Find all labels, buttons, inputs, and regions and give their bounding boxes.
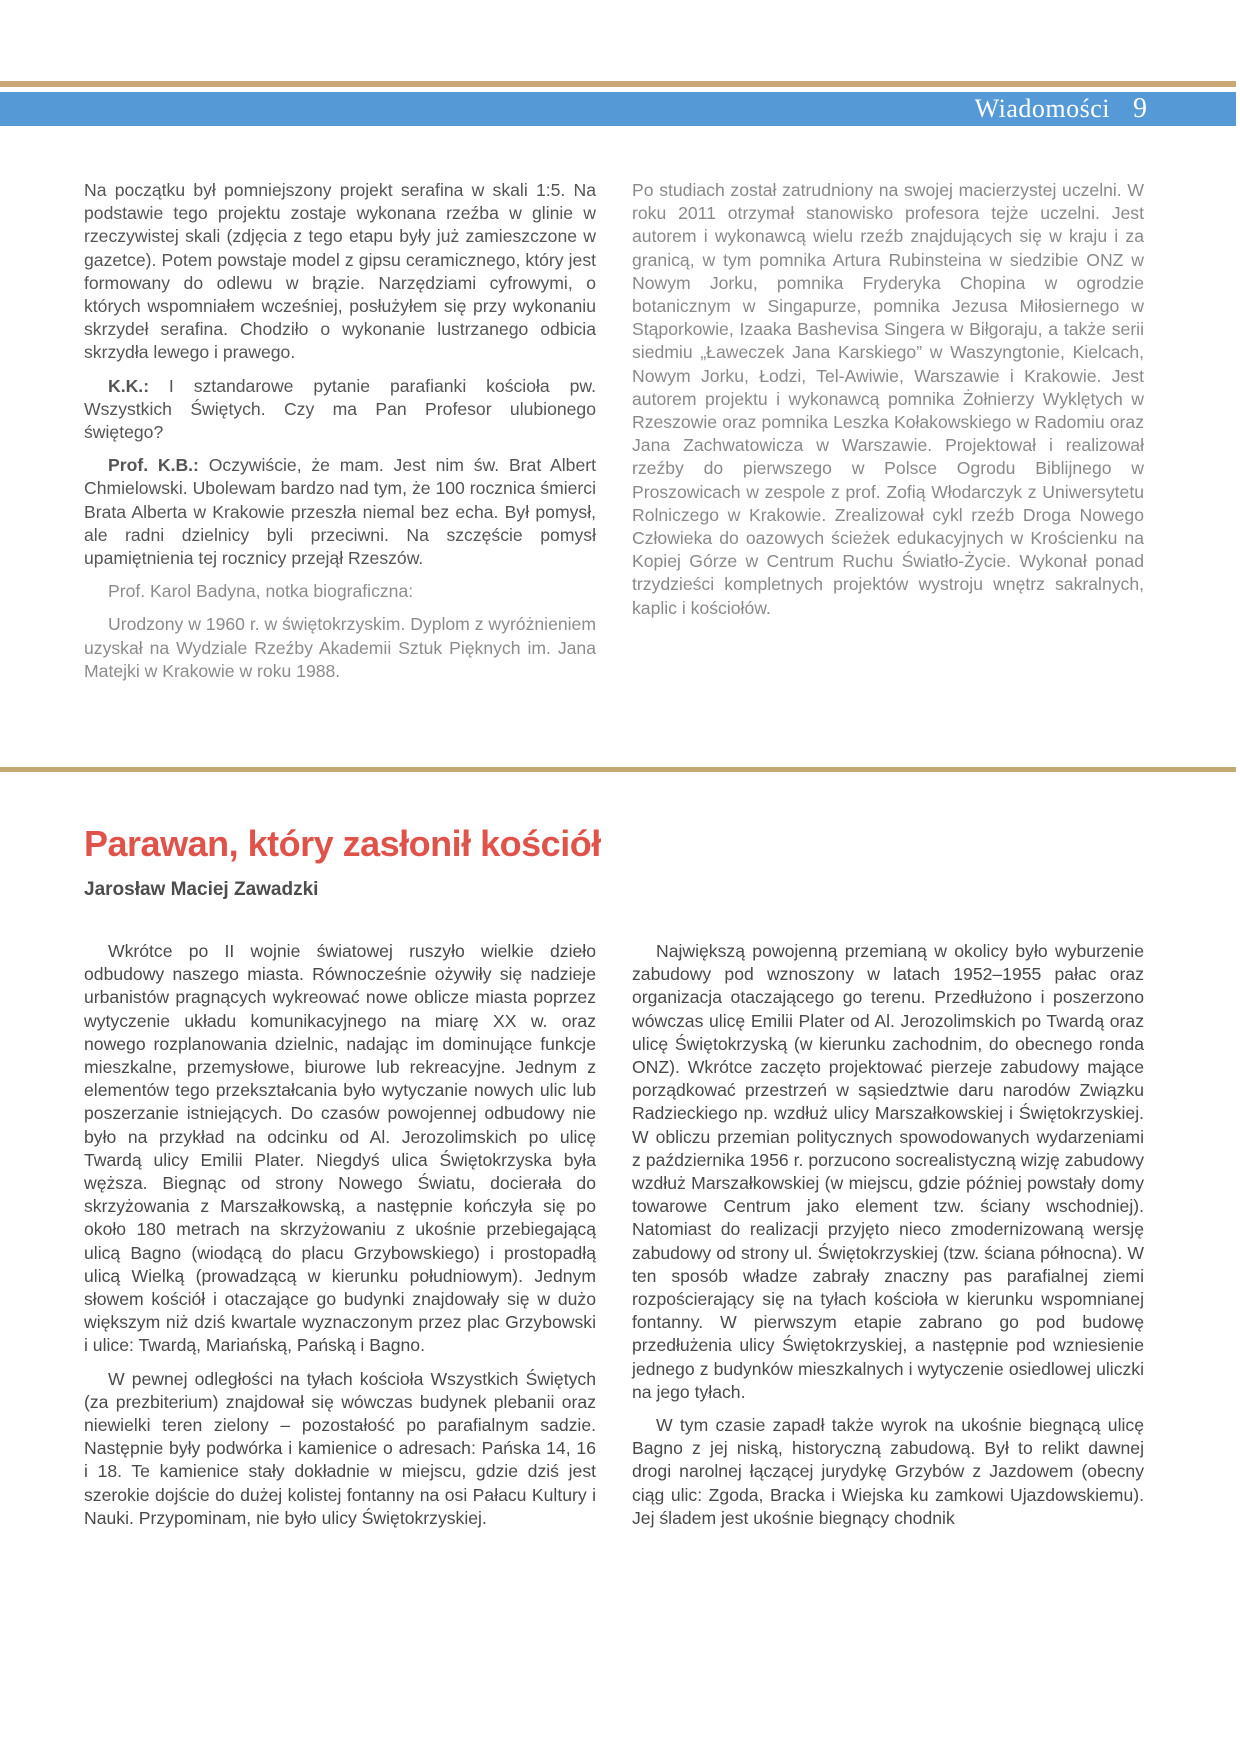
article-paragraph: Wkrótce po II wojnie światowej ruszyło wielkie dzieło odbudowy naszego miasta. Równocześnie ożywiły się nadzieje urbanistów pragnących wykreować nowe oblicze miasta poprzez wytyczenie układu komunikacyjnego na miarę XX w. oraz nowego rozplanowania dzielnic, nadając im dominujące funkcje mieszkalne, przemysłowe, biurowe lub rekreacyjne. Jednym z elementów tego przekształcania było wytyczanie nowych ulic lub poszerzanie istniejących. Do czasów powojennej odbudowy nie było na przykład na odcinku od Al. Jerozolimskich po ulicę Twardą ulicy Emilii Plater. Niegdyś ulica Świętokrzyska była węższa. Biegnąc od strony Nowego Światu, docierała do skrzyżowania z Marszałkowską, a następnie kończyła się po około 180 metrach na skrzyżowaniu z ukośnie przebiegającą ulicą Bagno (wiodącą do placu Grzybowskiego) i prostopadłą ulicą Wielką (prowadzącą w kierunku południowym). Jednym słowem kościół i otaczające go budynki znajdowały się w dużo większym niż dziś kwartale wyznaczonym przez plac Grzybowski i ulice: Twardą, Mariańską, Pańską i Bagno. — [84, 941, 596, 1356]
interview-paragraph: Na początku był pomniejszony projekt serafina w skali 1:5. Na podstawie tego projektu zostaje wykonana rzeźba w glinie w rzeczywistej skali (zdjęcia z tego etapu były już zamieszczone w gazetce). Potem powstaje model z gipsu ceramicznego, który jest formowany do odlewu w brązie. Narzędziami cyfrowymi, o których wspomniałem wcześniej, posłużyłem się przy wykonaniu skrzydeł serafina. Chodziło o wykonanie lustrzanego odbicia skrzydła lewego i prawego. — [84, 180, 596, 363]
article-paragraph: W pewnej odległości na tyłach kościoła Wszystkich Świętych (za prezbiterium) znajdował się wówczas budynek plebanii oraz niewielki teren zielony – pozostałość po parafialnym sadzie. Następnie były podwórka i kamienice o adresach: Pańska 14, 16 i 18. Te kamienice stały dokładnie w miejscu, gdzie dziś jest szerokie dojście do dużej kolistej fontanny na osi Pałacu Kultury i Nauki. Przypominam, nie było ulicy Świętokrzyskiej. — [84, 1368, 596, 1528]
article-right-column — [632, 940, 1144, 1540]
answer-text: Oczywiście, że mam. Jest nim św. Brat Albert Chmielowski. Ubolewam bardzo nad tym, że 100 rocznica śmierci Brata Alberta w Krakowie przeszła niemal bez echa. Był pomysł, ale radni dzielnicy byli przeciwni. Na szczęście pomysł upamiętnienia tej rocznicy przejął Rzeszów. — [84, 455, 596, 569]
interview-right-column — [632, 179, 1144, 630]
question-text: I sztandarowe pytanie parafianki kościoła pw. Wszystkich Świętych. Czy ma Pan Profesor ulubionego świętego? — [84, 375, 596, 443]
bio-paragraph: Urodzony w 1960 r. w świętokrzyskim. Dyplom z wyróżnieniem uzyskał na Wydziale Rzeźby Akademii Sztuk Pięknych im. Jana Matejki w Krakowie w roku 1988. — [84, 614, 596, 681]
article-title: Parawan, który zasłonił kościół — [84, 823, 601, 864]
article-paragraph: Największą powojenną przemianą w okolicy było wyburzenie zabudowy pod wznoszony w latach 1952–1955 pałac oraz organizacja otaczającego go terenu. Przedłużono i poszerzono wówczas ulicę Emilii Plater od Al. Jerozolimskich po Twardą oraz ulicę Świętokrzyską (w kierunku zachodnim, do obecnego ronda ONZ). Wkrótce zaczęto projektować pierzeje zabudowy mające porządkować przestrzeń w sąsiedztwie daru narodów Związku Radzieckiego np. wzdłuż ulicy Marszałkowskiej i Świętokrzyskiej. W obliczu przemian politycznych spowodowanych wydarzeniami z października 1956 r. porzucono socrealistyczną wizję zabudowy wzdłuż Marszałkowskiej (w miejscu, gdzie później powstały domy towarowe Centrum jako element tzw. ściany wschodniej). Natomiast do realizacji przyjęto nieco zmodernizowaną wersję zabudowy od strony ul. Świętokrzyskiej (tzw. ściana północna). W ten sposób władze zabrały znaczny pas parafialnej ziemi rozpościerający się na tyłach kościoła w kierunku wspomnianej fontanny. W pierwszym etapie zabrano go pod budowę przedłużenia ulicy Świętokrzyskiej, a następnie pod wzniesienie jednego z budynków mieszkalnych i wytyczenie osiedlowej uliczki na jego tyłach. — [632, 941, 1144, 1402]
interview-question — [84, 375, 596, 445]
section-divider — [0, 767, 1236, 772]
interview-left-column — [84, 179, 596, 693]
bio-paragraph: Po studiach został zatrudniony na swojej macierzystej uczelni. W roku 2011 otrzymał stanowisko profesora tejże uczelni. Jest autorem i wykonawcą wielu rzeźb znajdujących się w kraju i za granicą, w tym pomnika Artura Rubinsteina w siedzibie ONZ w Nowym Jorku, pomnika Fryderyka Chopina w ogrodzie botanicznym w Singapurze, pomnika Jezusa Miłosiernego w Stąporkowie, Izaaka Bashevisa Singera w Biłgoraju, a także serii siedmiu „Ławeczek Jana Karskiego” w Waszyngtonie, Kielcach, Nowym Jorku, Łodzi, Tel-Awiwie, Warszawie i Krakowie. Jest autorem projektu i wykonawcą pomnika Żołnierzy Wyklętych w Rzeszowie oraz pomnika Leszka Kołakowskiego w Radomiu oraz Jana Zachwatowicza w Warszawie. Projektował i realizował rzeźby do pierwszego w Polsce Ogrodu Biblijnego w Proszowicach w zespole z prof. Zofią Włodarczyk z Uniwersytetu Rolniczego w Krakowie. Zrealizował cykl rzeźb Droga Nowego Człowieka do oazowych ścieżek edukacyjnych w Krościenku na Kopiej Górze w Centrum Ruchu Światło-Życie. Wykonał ponad trzydzieści kompletnych projektów wystroju wnętrz sakralnych, kaplic i kościołów. — [632, 180, 1144, 618]
section-title: Wiadomości — [974, 94, 1110, 123]
article-author: Jarosław Maciej Zawadzki — [84, 879, 319, 900]
header-gold-rule — [0, 81, 1236, 87]
speaker-label: Prof. K.B.: — [108, 455, 199, 476]
page-number: 9 — [1133, 93, 1147, 124]
bio-heading: Prof. Karol Badyna, notka biograficzna: — [108, 581, 414, 602]
article-paragraph: W tym czasie zapadł także wyrok na ukośnie biegnącą ulicę Bagno z jej niską, historyczną zabudową. Był to relikt dawnej drogi narolnej łączącej jurydykę Grzybów z Jazdowem (obecny ciąg ulic: Zgoda, Bracka i Wiejska ku zamkowi Ujazdowskiemu). Jej śladem jest ukośnie biegnący chodnik — [632, 1415, 1144, 1528]
interview-answer — [84, 454, 596, 570]
speaker-label: K.K.: — [108, 375, 150, 396]
article-left-column — [84, 940, 596, 1540]
